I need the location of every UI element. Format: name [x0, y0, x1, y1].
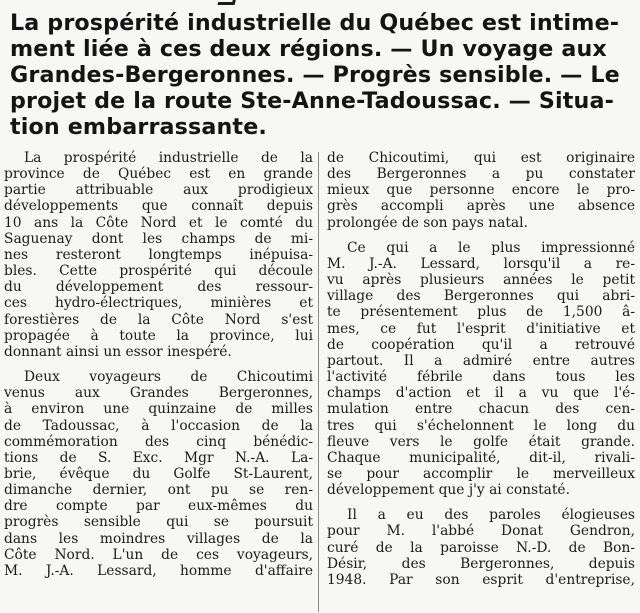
text-line: donnant ainsi un essor inespéré. [4, 343, 232, 360]
text-line: de Tadoussac, à l'occasion de la [4, 417, 313, 434]
text-line: partie attribuable aux prodigieux [4, 182, 313, 199]
text-line: partout. Il a admiré entre autres [327, 352, 635, 369]
text-line: te présentement plus de 1,500 â- [327, 304, 635, 321]
text-line: Il a eu des paroles élogieuses [347, 507, 635, 524]
paragraph [327, 507, 635, 588]
paragraph [327, 150, 635, 231]
text-line: commémoration des cinq bénédic- [4, 433, 313, 450]
text-line: vu après plusieurs années le petit [327, 272, 635, 289]
headline-line: Grandes-Bergeronnes. — Progrès sensible. — Le [10, 62, 620, 88]
text-line: dimanche dernier, ont pu se ren- [4, 482, 313, 499]
text-line: ces hydro-électriques, minières et [4, 295, 313, 312]
headline-line: tion embarrassante. [10, 114, 267, 140]
text-line: se pour accomplir le merveilleux [327, 465, 635, 482]
text-line: de coopération qu'il a retrouvé [327, 336, 635, 353]
text-line: M. J.-A. Lessard, lorsqu'il a re- [327, 255, 635, 272]
text-line: Deux voyageurs de Chicoutimi [24, 369, 313, 386]
text-line: du développement des ressour- [4, 279, 313, 296]
text-line: bles. Cette prospérité qui découle [4, 263, 313, 280]
right-column [327, 150, 635, 597]
headline-line: projet de la route Ste-Anne-Tadoussac. — Situa- [10, 88, 614, 114]
text-line: l'activité fébrile dans tous les [327, 369, 635, 386]
text-line: mulation entre chacun des cen- [327, 401, 635, 418]
text-line: 1948. Par son esprit d'entreprise, [327, 571, 635, 588]
text-line: Désir, des Bergeronnes, depuis [327, 555, 635, 572]
text-line: fleuve vers le golfe était grande. [327, 433, 635, 450]
text-line: venus aux Grandes Bergeronnes, [4, 385, 313, 402]
text-line: développement que j'y ai constaté. [327, 482, 570, 499]
headline-line: La prospérité industrielle du Québec est intime- [10, 10, 620, 36]
text-line: 10 ans la Côte Nord et le comté du [4, 214, 313, 231]
text-line: tions de S. Exc. Mgr N.-A. La- [4, 449, 313, 466]
text-line: grès accompli après une absence [327, 198, 635, 215]
text-line: progrès sensible qui se poursuit [4, 514, 313, 531]
headline [10, 10, 636, 140]
text-line: forestières de la Côte Nord s'est [4, 311, 313, 328]
text-line: tres qui s'échelonnent le long du [327, 417, 635, 434]
text-line: de Chicoutimi, qui est originaire [327, 150, 635, 166]
left-column [4, 150, 313, 588]
paragraph [4, 150, 313, 360]
text-line: M. J.-A. Lessard, homme d'affaire [4, 562, 313, 579]
text-line: mieux que personne encore le pro- [327, 182, 635, 199]
text-line: pour M. l'abbé Donat Gendron, [327, 523, 635, 540]
headline-line: ment liée à ces deux régions. — Un voyage aux [10, 36, 607, 62]
text-line: Chaque municipalité, dit-il, rivali- [327, 449, 635, 466]
text-line: Ce qui a le plus impressionné [347, 239, 635, 256]
text-line: à environ une quinzaine de milles [4, 401, 313, 418]
text-line: dre compte par eux-mêmes du [4, 498, 313, 515]
text-line: prolongée de son pays natal. [327, 214, 528, 231]
text-line: village des Bergeronnes qui abri- [327, 288, 635, 305]
text-line: province de Québec est en grande [4, 166, 313, 183]
paragraph [4, 369, 313, 579]
text-line: brie, évêque du Golfe St-Laurent, [4, 465, 313, 482]
text-line: propagée à toute la province, lui [4, 327, 313, 344]
text-line: dans les moindres villages de la [4, 530, 313, 547]
column-divider [318, 152, 319, 612]
text-line: développements que connaît depuis [4, 198, 313, 215]
text-line: curé de la paroisse N.-D. de Bon- [327, 539, 635, 556]
text-line: champs d'action et il a vu que l'é- [327, 385, 635, 402]
cropped-title-fragment [217, 0, 239, 5]
text-line: Côte Nord. L'un de ces voyageurs, [4, 546, 313, 563]
text-line: La prospérité industrielle de la [24, 150, 313, 166]
text-line: nes resteront longtemps inépuisa- [4, 246, 313, 263]
text-line: mes, ce fut l'esprit d'initiative et [327, 320, 635, 337]
text-line: des Bergeronnes a pu constater [327, 166, 635, 183]
text-line: Saguenay dont les champs de mi- [4, 230, 313, 247]
paragraph [327, 240, 635, 499]
